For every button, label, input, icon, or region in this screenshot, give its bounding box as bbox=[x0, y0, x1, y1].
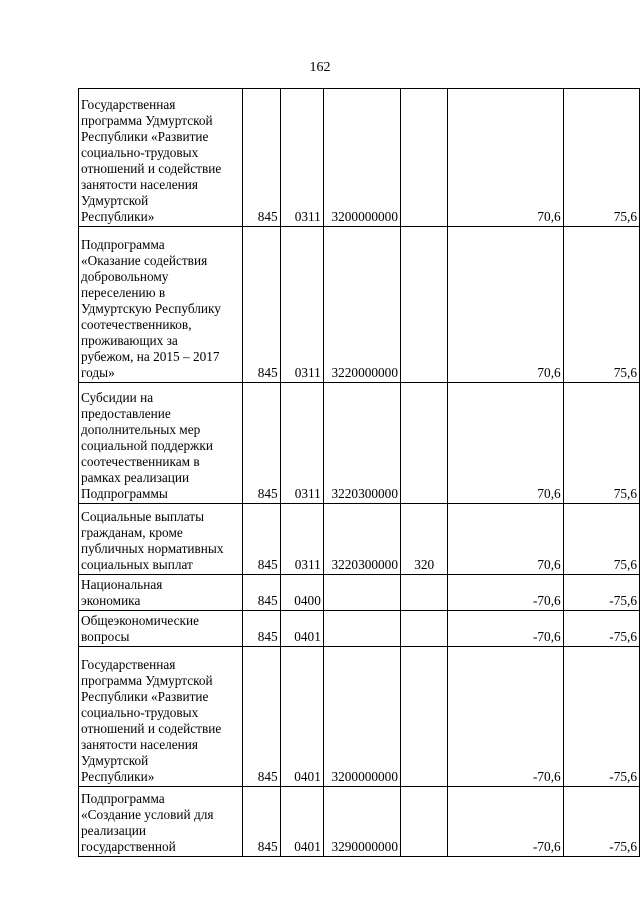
sum-2016: 70,6 bbox=[448, 89, 563, 227]
ministry-code: 845 bbox=[242, 611, 280, 647]
row-name: Подпрограмма «Оказание содействия добровольному переселению в Удмуртскую Республику соотечественников, проживающих за рубежом, на 2015 – 2017 годы» bbox=[79, 227, 243, 383]
sum-2017: 75,6 bbox=[563, 383, 639, 504]
ministry-code: 845 bbox=[242, 504, 280, 575]
ministry-code: 845 bbox=[242, 787, 280, 857]
table-row bbox=[79, 787, 640, 857]
expense-type-code bbox=[400, 227, 448, 383]
sum-2016: 70,6 bbox=[448, 504, 563, 575]
row-name: Государственная программа Удмуртской Республики «Развитие социально-трудовых отношений и содействие занятости населения Удмуртской Республики» bbox=[79, 647, 243, 787]
sum-2017: 75,6 bbox=[563, 227, 639, 383]
sum-2016: -70,6 bbox=[448, 647, 563, 787]
section-code: 0311 bbox=[280, 227, 323, 383]
section-code: 0311 bbox=[280, 383, 323, 504]
table-row bbox=[79, 647, 640, 787]
row-name: Национальная экономика bbox=[79, 575, 243, 611]
section-code: 0401 bbox=[280, 611, 323, 647]
article-code: 3200000000 bbox=[323, 89, 400, 227]
expense-type-code bbox=[400, 787, 448, 857]
ministry-code: 845 bbox=[242, 89, 280, 227]
table-row bbox=[79, 89, 640, 227]
article-code: 3220300000 bbox=[323, 383, 400, 504]
article-code bbox=[323, 575, 400, 611]
expense-type-code bbox=[400, 611, 448, 647]
ministry-code: 845 bbox=[242, 647, 280, 787]
sum-2016: 70,6 bbox=[448, 227, 563, 383]
ministry-code: 845 bbox=[242, 383, 280, 504]
row-name: Подпрограмма «Создание условий для реализации государственной bbox=[79, 787, 243, 857]
section-code: 0401 bbox=[280, 787, 323, 857]
sum-2017: 75,6 bbox=[563, 504, 639, 575]
section-code: 0400 bbox=[280, 575, 323, 611]
sum-2016: -70,6 bbox=[448, 787, 563, 857]
article-code: 3200000000 bbox=[323, 647, 400, 787]
expense-type-code: 320 bbox=[400, 504, 448, 575]
row-name: Социальные выплаты гражданам, кроме публичных нормативных социальных выплат bbox=[79, 504, 243, 575]
article-code: 3290000000 bbox=[323, 787, 400, 857]
sum-2017: -75,6 bbox=[563, 575, 639, 611]
ministry-code: 845 bbox=[242, 575, 280, 611]
sum-2016: 70,6 bbox=[448, 383, 563, 504]
article-code: 3220000000 bbox=[323, 227, 400, 383]
article-code bbox=[323, 611, 400, 647]
page-number: 162 bbox=[309, 60, 331, 75]
table-row bbox=[79, 227, 640, 383]
budget-table bbox=[78, 88, 640, 857]
table-row bbox=[79, 383, 640, 504]
sum-2016: -70,6 bbox=[448, 611, 563, 647]
row-name: Общеэкономические вопросы bbox=[79, 611, 243, 647]
row-name: Государственная программа Удмуртской Республики «Развитие социально-трудовых отношений и содействие занятости населения Удмуртской Республики» bbox=[79, 89, 243, 227]
sum-2017: 75,6 bbox=[563, 89, 639, 227]
expense-type-code bbox=[400, 647, 448, 787]
table-row bbox=[79, 575, 640, 611]
table-row bbox=[79, 504, 640, 575]
table-row bbox=[79, 611, 640, 647]
sum-2017: -75,6 bbox=[563, 787, 639, 857]
section-code: 0311 bbox=[280, 504, 323, 575]
sum-2017: -75,6 bbox=[563, 611, 639, 647]
section-code: 0401 bbox=[280, 647, 323, 787]
section-code: 0311 bbox=[280, 89, 323, 227]
expense-type-code bbox=[400, 89, 448, 227]
expense-type-code bbox=[400, 575, 448, 611]
ministry-code: 845 bbox=[242, 227, 280, 383]
article-code: 3220300000 bbox=[323, 504, 400, 575]
sum-2016: -70,6 bbox=[448, 575, 563, 611]
expense-type-code bbox=[400, 383, 448, 504]
row-name: Субсидии на предоставление дополнительных мер социальной поддержки соотечественникам в рамках реализации Подпрограммы bbox=[79, 383, 243, 504]
sum-2017: -75,6 bbox=[563, 647, 639, 787]
